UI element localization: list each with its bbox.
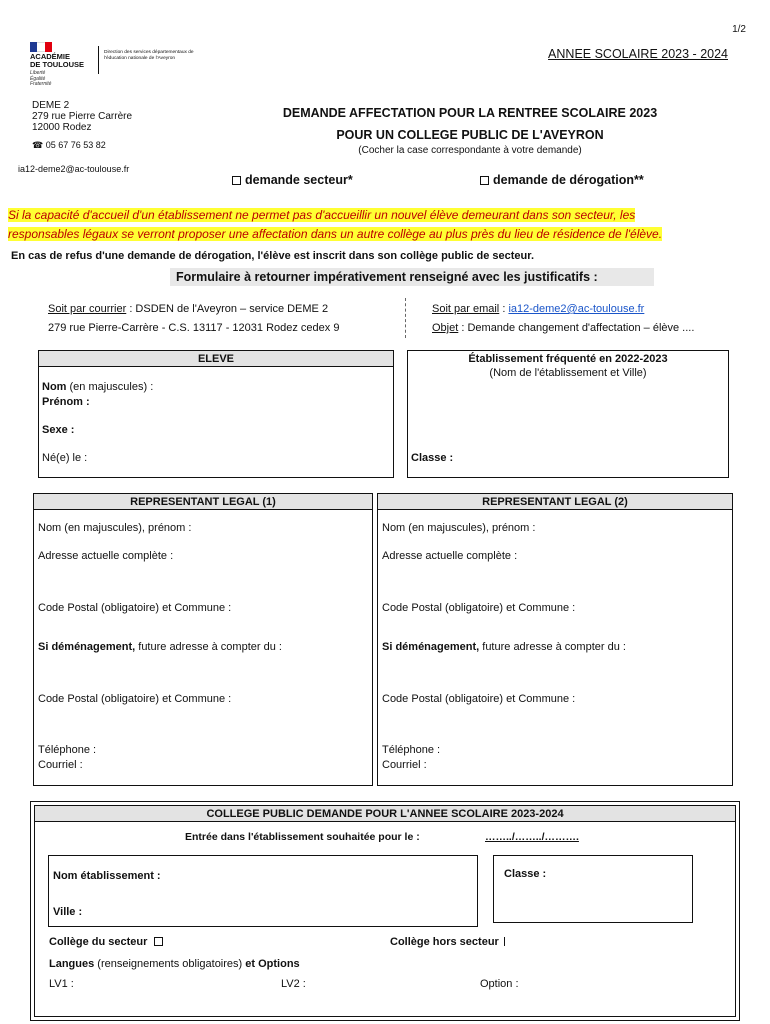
logo-direction: Direction des services départementaux de l'éducation nationale de l'Aveyron	[104, 50, 194, 61]
langues-rest: (renseignements obligatoires)	[94, 958, 246, 970]
eleve-header: ELEVE	[39, 351, 393, 367]
checkbox-icon[interactable]	[480, 176, 489, 185]
lv2[interactable]: LV2 :	[281, 978, 306, 990]
divider	[405, 298, 406, 338]
courrier-block	[48, 300, 339, 338]
college-nom-box	[48, 855, 478, 927]
rep1-cp2[interactable]: Code Postal (obligatoire) et Commune :	[38, 693, 232, 705]
demenag-rest: future adresse à compter du :	[479, 641, 626, 653]
page-title: DEMANDE AFFECTATION POUR LA RENTREE SCOLAIRE 2023	[282, 106, 658, 120]
email-block	[432, 300, 694, 338]
eleve-nom[interactable]	[42, 381, 153, 393]
checkbox-icon[interactable]	[504, 937, 505, 946]
flag-icon	[30, 42, 52, 52]
page-instruction: (Cocher la case correspondante à votre demande)	[358, 145, 582, 156]
langues-label	[49, 958, 300, 970]
option-secteur[interactable]	[232, 173, 353, 187]
capacity-warning	[8, 206, 764, 244]
devise-1: Liberté	[30, 70, 46, 76]
etab-title: Établissement fréquenté en 2022-2023	[468, 353, 668, 365]
options-bold: et Options	[245, 958, 300, 970]
nom-label: Nom	[42, 381, 67, 393]
checkbox-icon[interactable]	[154, 937, 163, 946]
page-number: 1/2	[732, 24, 746, 35]
rep2-cp2[interactable]: Code Postal (obligatoire) et Commune :	[382, 693, 576, 705]
objet-label: Objet	[432, 322, 459, 334]
courrier-line2: 279 rue Pierre-Carrère - C.S. 13117 - 12031 Rodez cedex 9	[48, 322, 340, 334]
page-subtitle: POUR UN COLLEGE PUBLIC DE L'AVEYRON	[336, 128, 604, 142]
warning-line-1: Si la capacité d'accueil d'un établissement ne permet pas d'accueillir un nouvel élève demeurant dans son secteur, les	[8, 208, 636, 222]
warning-line-2: responsables légaux se verront proposer une affectation dans un autre collège au plus près du lieu de résidence de l'élève.	[8, 227, 663, 241]
rep2-adresse[interactable]: Adresse actuelle complète :	[382, 550, 518, 562]
etab-subtitle: (Nom de l'établissement et Ville)	[489, 367, 647, 379]
rep2-telephone[interactable]: Téléphone :	[382, 744, 441, 756]
rep1-header: REPRESENTANT LEGAL (1)	[34, 494, 372, 510]
checkbox-icon[interactable]	[232, 176, 241, 185]
nom-rest: (en majuscules) :	[66, 381, 154, 393]
courrier-line1: : DSDEN de l'Aveyron – service DEME 2	[126, 303, 329, 315]
option-secteur-label: demande secteur*	[245, 173, 353, 187]
contact-street: 279 rue Pierre Carrère	[32, 111, 133, 122]
college-box	[30, 801, 740, 1021]
college-secteur[interactable]	[49, 936, 167, 948]
rep1-demenagement[interactable]	[38, 641, 282, 653]
eleve-box	[38, 350, 394, 478]
ville[interactable]: Ville :	[53, 906, 83, 918]
logo-divider	[98, 46, 99, 74]
formulaire-notice: Formulaire à retourner impérativement renseigné avec les justificatifs :	[170, 268, 654, 286]
hors-secteur-label: Collège hors secteur	[390, 936, 499, 948]
objet-text: : Demande changement d'affectation – élève ....	[458, 322, 695, 334]
rep2-header: REPRESENTANT LEGAL (2)	[378, 494, 732, 510]
rep2-nom[interactable]: Nom (en majuscules), prénom :	[382, 522, 536, 534]
phone-icon: ☎	[32, 140, 44, 150]
demenag-rest: future adresse à compter du :	[135, 641, 282, 653]
rep1-nom[interactable]: Nom (en majuscules), prénom :	[38, 522, 192, 534]
eleve-sexe[interactable]: Sexe :	[42, 424, 75, 436]
rep1-courriel[interactable]: Courriel :	[38, 759, 83, 771]
etablissement-box	[407, 350, 729, 478]
contact-phone	[32, 140, 106, 151]
email-sep: :	[499, 303, 509, 315]
option-derogation-label: demande de dérogation**	[493, 173, 644, 187]
etab-classe[interactable]: Classe :	[411, 452, 454, 464]
refus-notice: En cas de refus d'une demande de dérogation, l'élève est inscrit dans son collège public de secteur.	[11, 250, 534, 262]
academie-logo	[30, 42, 210, 92]
email-label: Soit par email	[432, 303, 500, 315]
rep2-demenagement[interactable]	[382, 641, 626, 653]
demenag-bold: Si déménagement,	[38, 641, 136, 653]
rep1-telephone[interactable]: Téléphone :	[38, 744, 97, 756]
contact-email[interactable]: ia12-deme2@ac-toulouse.fr	[18, 164, 130, 174]
secteur-label: Collège du secteur	[49, 936, 148, 948]
option[interactable]: Option :	[480, 978, 519, 990]
rep1-box	[33, 493, 373, 786]
contact-address	[32, 100, 132, 133]
courrier-label: Soit par courrier	[48, 303, 127, 315]
eleve-ne-le[interactable]: Né(e) le :	[42, 452, 88, 464]
annee-scolaire: ANNEE SCOLAIRE 2023 - 2024	[548, 47, 728, 61]
college-hors-secteur[interactable]	[390, 936, 505, 948]
rep1-cp[interactable]: Code Postal (obligatoire) et Commune :	[38, 602, 232, 614]
college-classe-box	[493, 855, 693, 923]
entree-date[interactable]: ……../……../……….	[485, 831, 579, 843]
rep2-box	[377, 493, 733, 786]
devise-3: Fraternité	[30, 81, 52, 87]
phone-number: 05 67 76 53 82	[45, 140, 106, 150]
college-header: COLLEGE PUBLIC DEMANDE POUR L'ANNEE SCOLAIRE 2023-2024	[35, 806, 735, 822]
contact-office: DEME 2	[32, 100, 70, 111]
rep2-courriel[interactable]: Courriel :	[382, 759, 427, 771]
rep2-cp[interactable]: Code Postal (obligatoire) et Commune :	[382, 602, 576, 614]
email-link[interactable]: ia12-deme2@ac-toulouse.fr	[508, 303, 645, 315]
lv1[interactable]: LV1 :	[49, 978, 74, 990]
devise-2: Égalité	[30, 75, 46, 82]
demenag-bold: Si déménagement,	[382, 641, 480, 653]
eleve-prenom[interactable]: Prénom :	[42, 396, 90, 408]
entree-label: Entrée dans l'établissement souhaitée pour le :	[185, 831, 420, 843]
langues-bold: Langues	[49, 958, 95, 970]
college-classe[interactable]: Classe :	[504, 868, 547, 880]
rep1-adresse[interactable]: Adresse actuelle complète :	[38, 550, 174, 562]
logo-academie: ACADÉMIE	[30, 52, 71, 61]
logo-city: DE TOULOUSE	[30, 60, 85, 69]
option-derogation[interactable]	[480, 173, 644, 187]
contact-city: 12000 Rodez	[32, 122, 92, 133]
nom-etablissement[interactable]: Nom établissement :	[53, 870, 161, 882]
college-inner	[34, 805, 736, 1017]
